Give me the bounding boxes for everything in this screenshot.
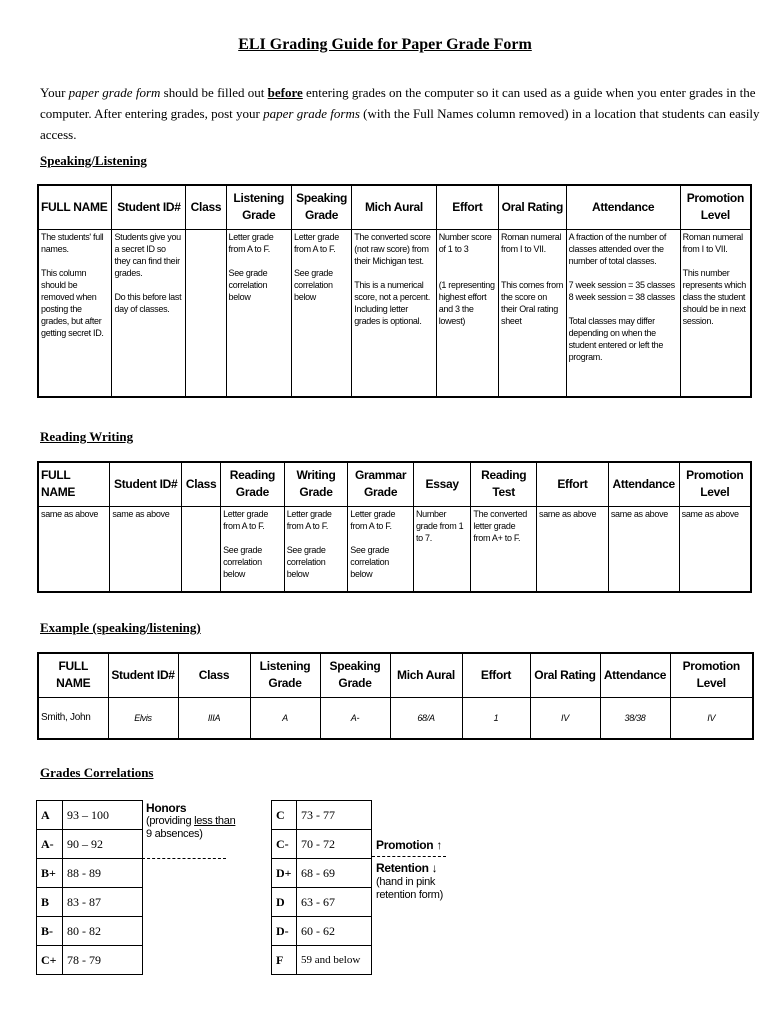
essay-desc: Number grade from 1 to 7. — [413, 506, 470, 592]
promotion-level-desc: Roman numeral from I to VII. This number represents which class the student should be in next session. — [680, 229, 751, 397]
student-id-desc: same as above — [110, 506, 182, 592]
example-attendance: 38/38 — [600, 697, 670, 739]
col-grammar-grade: Grammar Grade — [348, 462, 414, 506]
promotion-divider — [372, 856, 446, 857]
speaking-grade-desc: Letter grade from A to F. See grade correlation below — [291, 229, 351, 397]
col-effort: Effort — [436, 185, 498, 229]
col-class: Class — [186, 185, 226, 229]
list-item: D- 60 - 62 — [272, 917, 372, 946]
speaking-table — [37, 184, 752, 398]
col-effort: Effort — [462, 653, 530, 697]
col-mich-aural: Mich Aural — [390, 653, 462, 697]
col-student-id: Student ID# — [110, 462, 182, 506]
col-essay: Essay — [413, 462, 470, 506]
col-student-id: Student ID# — [112, 185, 186, 229]
student-id-desc: Students give you a secret ID so they can find their grades. Do this before last day of classes. — [112, 229, 186, 397]
list-item: C- 70 - 72 — [272, 830, 372, 859]
retention-note: Retention ↓ (hand in pink retention form) — [376, 861, 444, 901]
reading-test-desc: The converted letter grade from A+ to F. — [471, 506, 537, 592]
example-full-name: Smith, John — [38, 697, 108, 739]
class-desc — [186, 229, 226, 397]
col-oral-rating: Oral Rating — [499, 185, 567, 229]
correlation-table-right — [271, 800, 372, 975]
col-full-name: FULL NAME — [38, 653, 108, 697]
col-listening-grade: Listening Grade — [250, 653, 320, 697]
col-oral-rating: Oral Rating — [530, 653, 600, 697]
col-reading-grade: Reading Grade — [221, 462, 285, 506]
reading-table — [37, 461, 752, 593]
example-promotion-level: IV — [670, 697, 753, 739]
col-reading-test: Reading Test — [471, 462, 537, 506]
effort-desc: same as above — [537, 506, 609, 592]
example-oral-rating: IV — [530, 697, 600, 739]
list-item: B+ 88 - 89 — [37, 859, 143, 888]
list-item: B 83 - 87 — [37, 888, 143, 917]
intro-paragraph: Your paper grade form should be filled out before entering grades on the computer so it can used as a guide when you enter grades in the computer. After entering grades, post your paper grade forms (with the Full Names column removed) in a location that students can easily access. — [40, 85, 760, 142]
list-item: B- 80 - 82 — [37, 917, 143, 946]
col-promotion-level: Promotion Level — [679, 462, 751, 506]
col-full-name: FULL NAME — [38, 462, 110, 506]
oral-rating-desc: Roman numeral from I to VII. This comes from the score on their Oral rating sheet — [499, 229, 567, 397]
example-speaking-grade: A- — [320, 697, 390, 739]
reading-heading: Reading Writing — [40, 429, 134, 444]
reading-grade-desc: Letter grade from A to F. See grade correlation below — [221, 506, 285, 592]
col-writing-grade: Writing Grade — [284, 462, 348, 506]
full-name-desc: same as above — [38, 506, 110, 592]
example-effort: 1 — [462, 697, 530, 739]
list-item: F 59 and below — [272, 946, 372, 975]
grammar-grade-desc: Letter grade from A to F. See grade correlation below — [348, 506, 414, 592]
example-class: IIIA — [178, 697, 250, 739]
promotion-level-desc: same as above — [679, 506, 751, 592]
mich-aural-desc: The converted score (not raw score) from their Michigan test. This is a numerical score, not a percent. Including letter grades is optional. — [352, 229, 437, 397]
col-listening-grade: Listening Grade — [226, 185, 291, 229]
honors-note: Honors (providing less than 9 absences) — [146, 801, 236, 840]
full-name-desc: The students' full names. This column should be removed when posting the grades, but after getting secret ID. — [38, 229, 112, 397]
list-item: A- 90 – 92 — [37, 830, 143, 859]
col-full-name: FULL NAME — [38, 185, 112, 229]
list-item: C+ 78 - 79 — [37, 946, 143, 975]
table-row — [38, 697, 753, 739]
speaking-heading: Speaking/Listening — [40, 153, 147, 168]
col-promotion-level: Promotion Level — [670, 653, 753, 697]
listening-grade-desc: Letter grade from A to F. See grade correlation below — [226, 229, 291, 397]
list-item: C 73 - 77 — [272, 801, 372, 830]
col-speaking-grade: Speaking Grade — [320, 653, 390, 697]
col-student-id: Student ID# — [108, 653, 178, 697]
example-heading: Example (speaking/listening) — [40, 620, 201, 635]
col-mich-aural: Mich Aural — [352, 185, 437, 229]
correlations-heading: Grades Correlations — [40, 765, 154, 780]
writing-grade-desc: Letter grade from A to F. See grade correlation below — [284, 506, 348, 592]
promotion-label: Promotion ↑ — [376, 838, 443, 852]
attendance-desc: A fraction of the number of classes attended over the number of total classes. 7 week session = 35 classes 8 week session = 38 classes Total classes may differ depending on when the student entered or left the program. — [566, 229, 680, 397]
col-attendance: Attendance — [600, 653, 670, 697]
example-student-id: Elvis — [108, 697, 178, 739]
example-mich-aural: 68/A — [390, 697, 462, 739]
col-attendance: Attendance — [566, 185, 680, 229]
col-speaking-grade: Speaking Grade — [291, 185, 351, 229]
col-class: Class — [178, 653, 250, 697]
class-desc — [182, 506, 221, 592]
col-attendance: Attendance — [608, 462, 679, 506]
col-promotion-level: Promotion Level — [680, 185, 751, 229]
example-table — [37, 652, 754, 740]
attendance-desc: same as above — [608, 506, 679, 592]
correlation-table-left — [36, 800, 143, 975]
honors-divider — [142, 858, 226, 859]
list-item: D 63 - 67 — [272, 888, 372, 917]
effort-desc: Number score of 1 to 3 (1 representing highest effort and 3 the lowest) — [436, 229, 498, 397]
list-item: D+ 68 - 69 — [272, 859, 372, 888]
col-class: Class — [182, 462, 221, 506]
example-listening-grade: A — [250, 697, 320, 739]
page-title: ELI Grading Guide for Paper Grade Form — [238, 36, 532, 53]
col-effort: Effort — [537, 462, 609, 506]
list-item: A 93 – 100 — [37, 801, 143, 830]
